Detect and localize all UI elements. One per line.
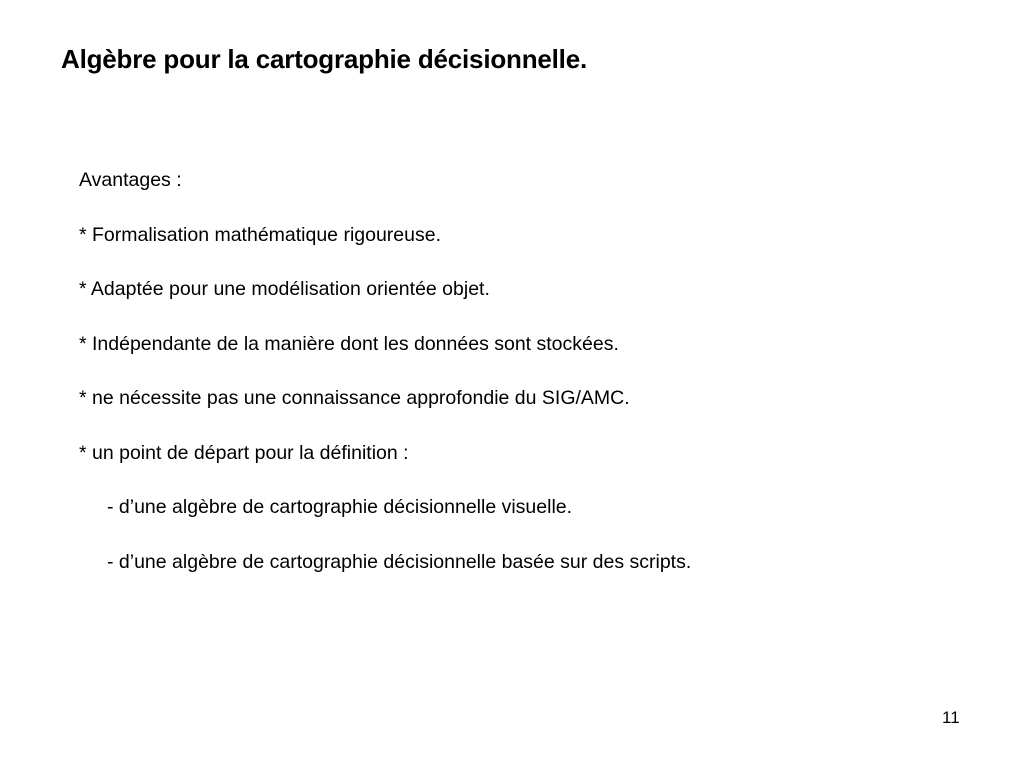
bullet-item: * Adaptée pour une modélisation orientée objet. [79,278,490,300]
slide-content [79,168,979,604]
advantages-heading: Avantages : [79,169,182,191]
bullet-item: * un point de départ pour la définition : [79,441,409,464]
bullet-item: * Formalisation mathématique rigoureuse. [79,223,442,246]
bullet-item: * Indépendante de la manière dont les données sont stockées. [79,332,619,355]
sub-item: - d’une algèbre de cartographie décisionnelle visuelle. [107,496,573,518]
page-number: 11 [942,708,960,727]
bullet-item: * ne nécessite pas une connaissance approfondie du SIG/AMC. [79,387,630,409]
slide-title: Algèbre pour la cartographie décisionnelle. [61,44,587,74]
sub-item: - d’une algèbre de cartographie décisionnelle basée sur des scripts. [107,550,692,573]
